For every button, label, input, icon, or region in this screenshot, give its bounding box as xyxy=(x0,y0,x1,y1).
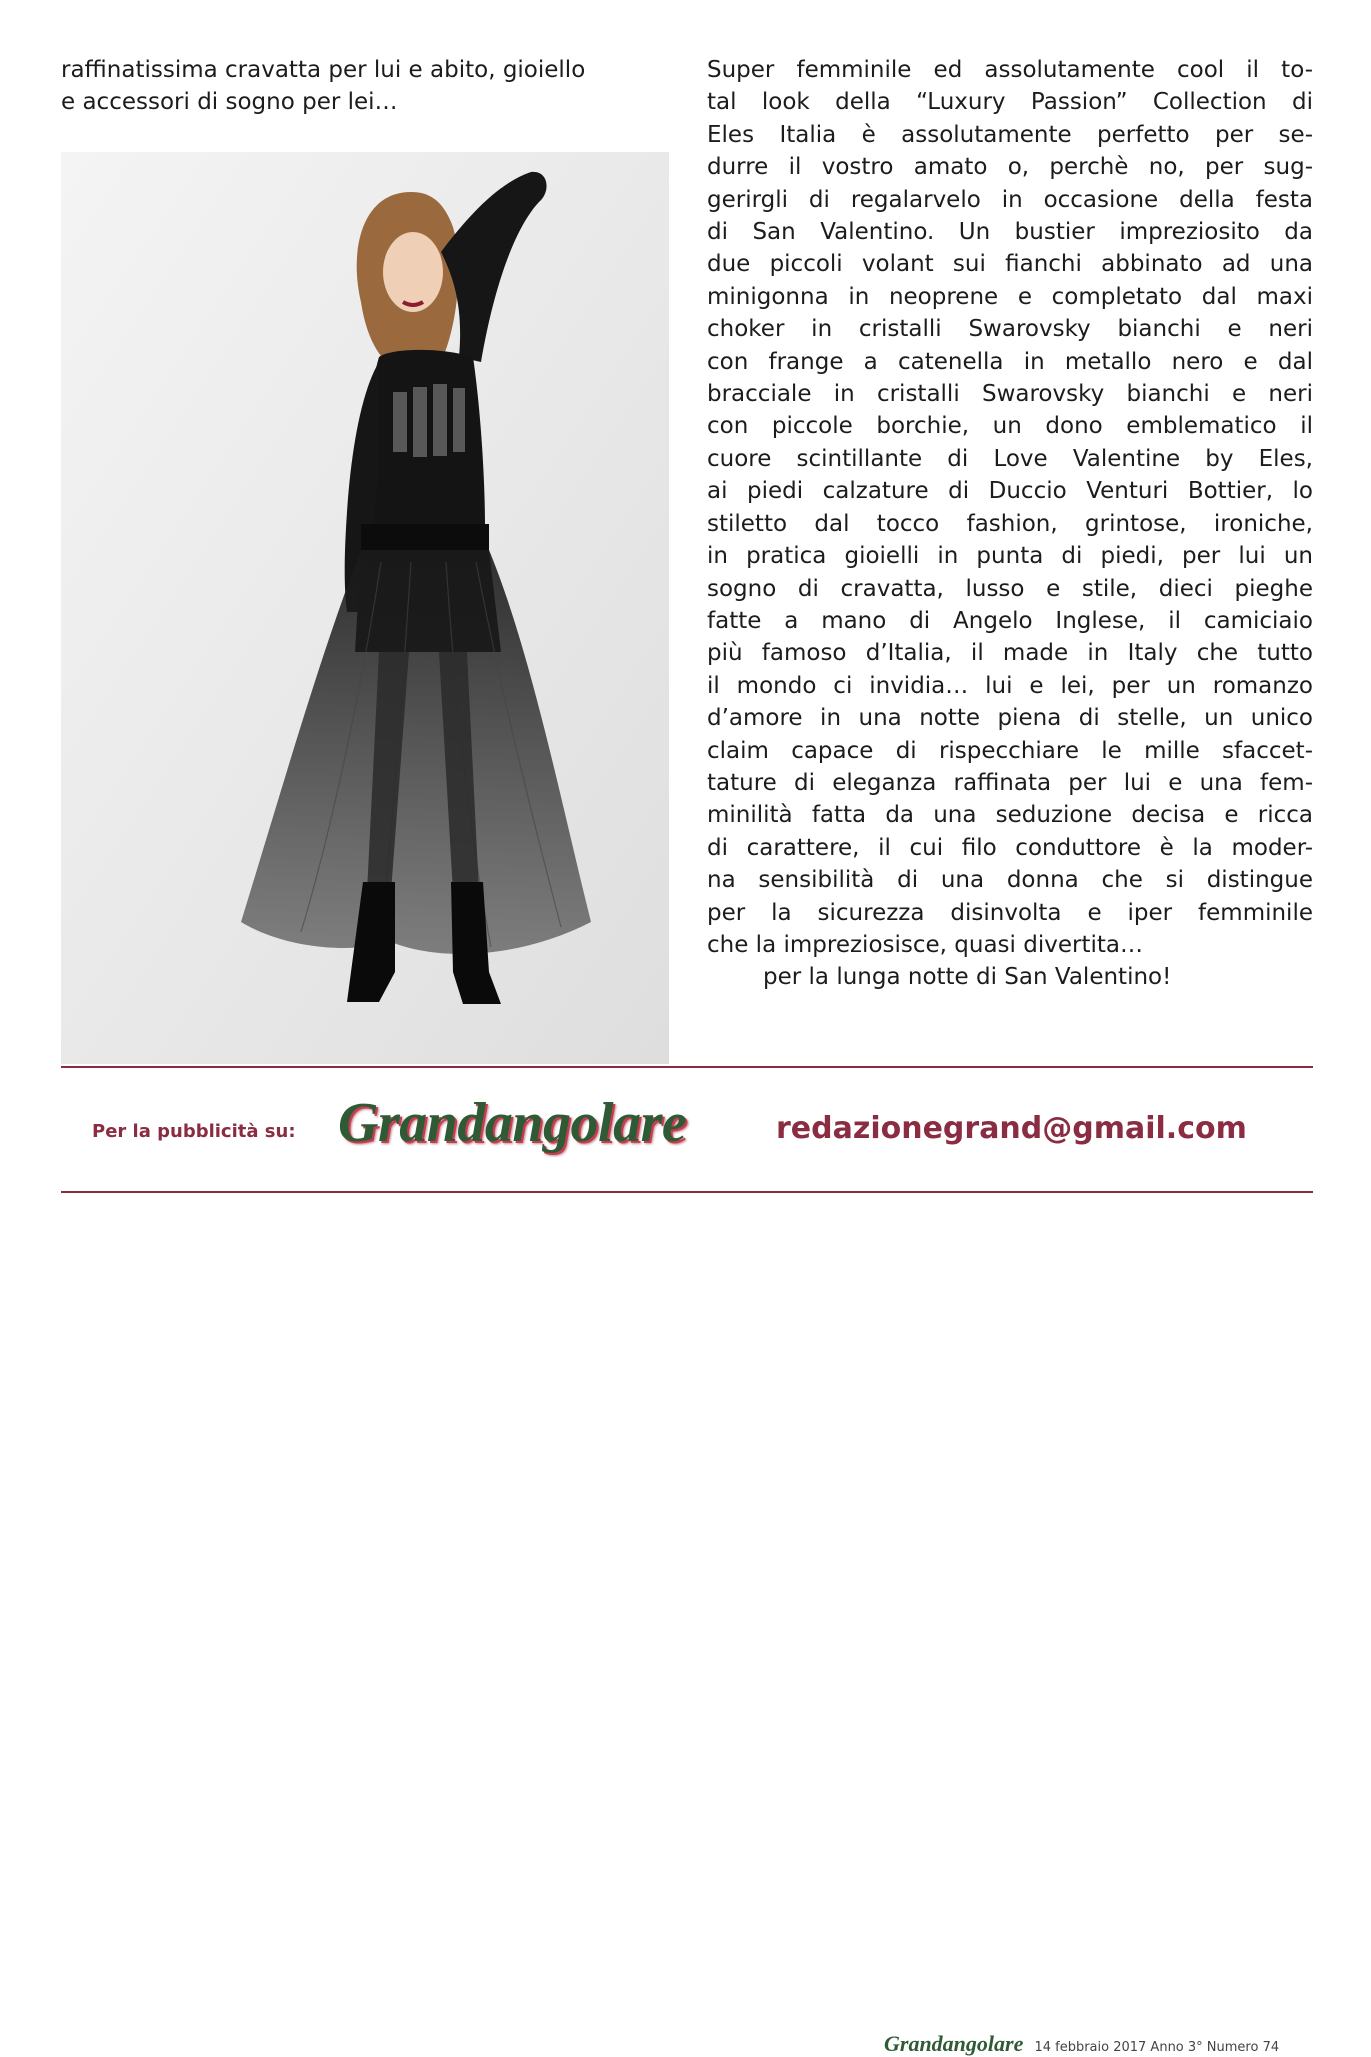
body-text-line: Eles Italia è assolutamente perfetto per se- xyxy=(707,121,1313,148)
page-footer xyxy=(884,2031,1279,2057)
body-text-line: bracciale in cristalli Swarovsky bianchi e neri xyxy=(707,381,1313,408)
body-text-line: di carattere, il cui filo conduttore è la moder- xyxy=(707,834,1313,861)
body-text-line: più famoso d’Italia, il made in Italy che tutto xyxy=(707,640,1313,667)
body-text-line: na sensibilità di una donna che si distingue xyxy=(707,867,1313,894)
body-text-line: sogno di cravatta, lusso e stile, dieci pieghe xyxy=(707,575,1313,602)
body-text-line: due piccoli volant sui fianchi abbinato ad una xyxy=(707,251,1313,278)
body-text-line: per la sicurezza disinvolta e iper femminile xyxy=(707,899,1313,926)
ad-divider-bottom xyxy=(61,1191,1313,1193)
body-text-line: durre il vostro amato o, perchè no, per sug- xyxy=(707,154,1313,181)
body-text-line: minilità fatta da una seduzione decisa e ricca xyxy=(707,802,1313,829)
body-text-line: gerirgli di regalarvelo in occasione della festa xyxy=(707,186,1313,213)
body-text-line: claim capace di rispecchiare le mille sfaccet- xyxy=(707,737,1313,764)
article-body-column xyxy=(707,54,1313,994)
body-text-line: d’amore in una notte piena di stelle, un unico xyxy=(707,705,1313,732)
body-text-line: Super femminile ed assolutamente cool il to- xyxy=(707,57,1313,83)
body-text-line: tal look della “Luxury Passion” Collection di xyxy=(707,89,1313,116)
body-text-line: fatte a mano di Angelo Inglese, il camiciaio xyxy=(707,607,1313,634)
body-text-line: con piccole borchie, un dono emblematico il xyxy=(707,413,1313,440)
body-text-line: di San Valentino. Un bustier impreziosito da xyxy=(707,219,1313,246)
body-text-line: minigonna in neoprene e completato dal maxi xyxy=(707,283,1313,310)
body-text-line: tature di eleganza raffinata per lui e una fem- xyxy=(707,769,1313,796)
footer-issue-info: 14 febbraio 2017 Anno 3° Numero 74 xyxy=(1034,2040,1280,2055)
grandangolare-logo: Grandangolare xyxy=(338,1092,687,1154)
body-text-line: choker in cristalli Swarovsky bianchi e neri xyxy=(707,316,1313,343)
body-text-line: che la impreziosisce, quasi divertita… xyxy=(707,931,1143,958)
closing-line: per la lunga notte di San Valentino! xyxy=(763,964,1172,991)
model-in-black-dress-image xyxy=(61,152,669,1064)
body-text-line: cuore scintillante di Love Valentine by Eles, xyxy=(707,445,1313,472)
body-text-line: ai piedi calzature di Duccio Venturi Bottier, lo xyxy=(707,478,1313,505)
intro-text-line: e accessori di sogno per lei… xyxy=(61,89,398,115)
body-text-line: il mondo ci invidia… lui e lei, per un romanzo xyxy=(707,672,1313,699)
ad-divider-top xyxy=(61,1066,1313,1068)
left-intro-column xyxy=(61,54,669,118)
contact-email: redazionegrand@gmail.com xyxy=(776,1111,1247,1146)
body-text-line: in pratica gioielli in punta di piedi, per lui un xyxy=(707,543,1313,570)
intro-text-line: raffinatissima cravatta per lui e abito, gioiello xyxy=(61,57,586,83)
ad-label: Per la pubblicità su: xyxy=(92,1121,296,1142)
body-text-line: stiletto dal tocco fashion, grintose, ironiche, xyxy=(707,510,1313,537)
footer-logo: Grandangolare xyxy=(884,2031,1024,2056)
fashion-photo xyxy=(61,152,669,1064)
body-text-line: con frange a catenella in metallo nero e dal xyxy=(707,348,1313,375)
